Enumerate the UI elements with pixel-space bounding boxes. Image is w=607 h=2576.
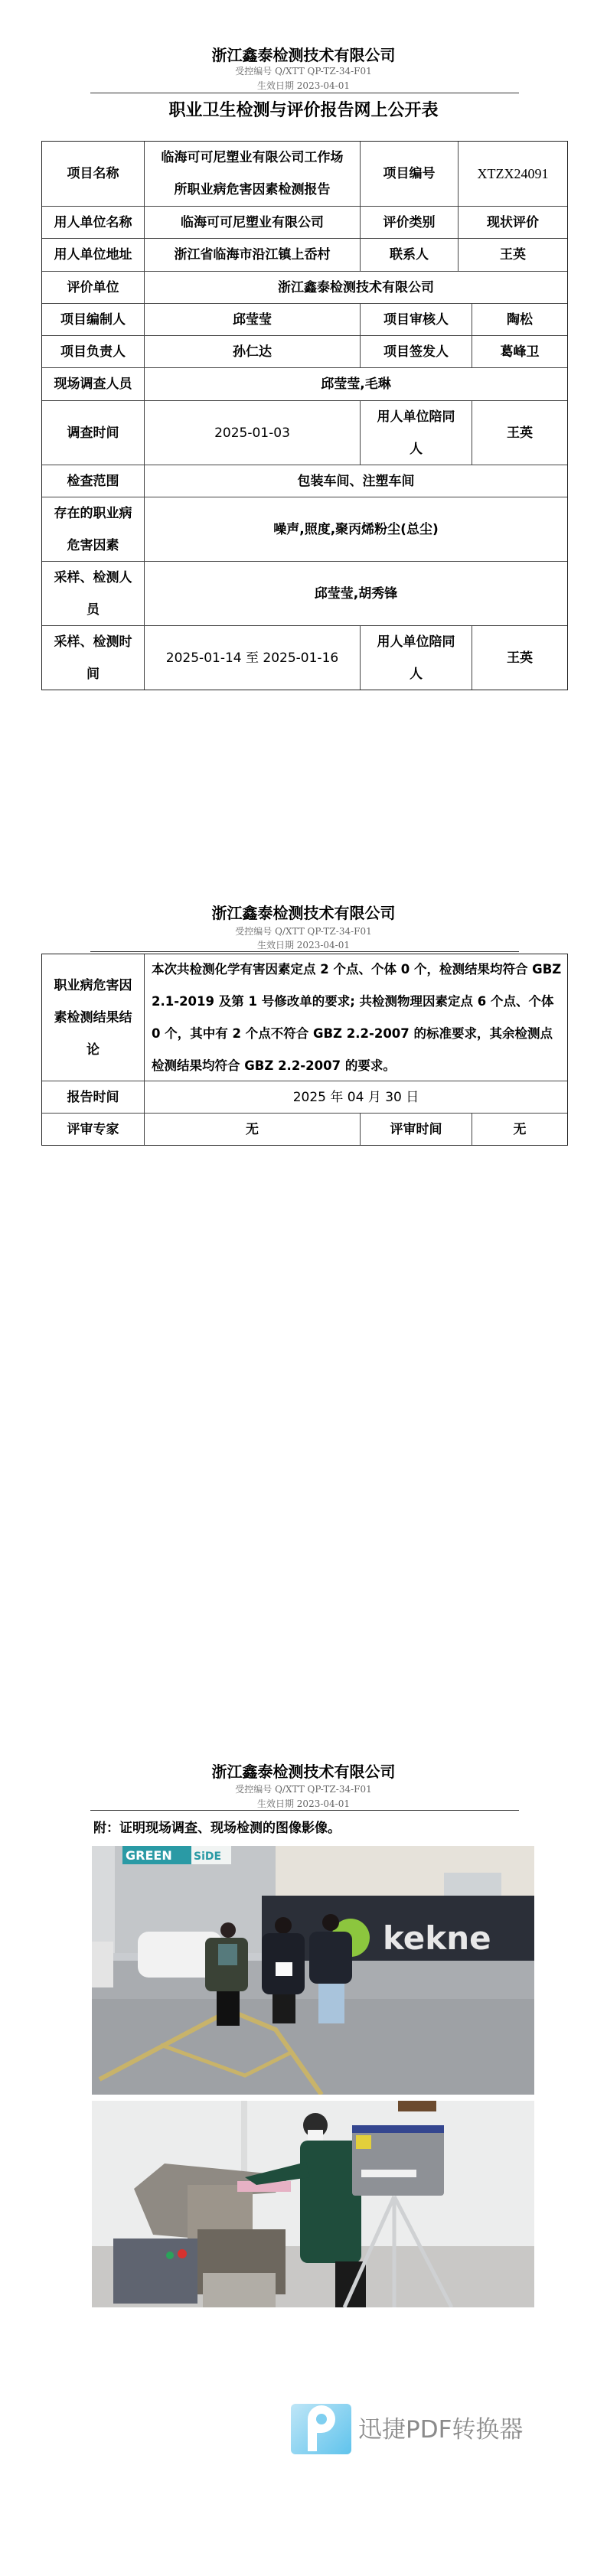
surveyors: 邱莹莹,毛琳 <box>144 368 567 400</box>
company-title: 浙江鑫泰检测技术有限公司 <box>211 904 396 922</box>
table-row <box>42 954 567 1081</box>
address: 浙江省临海市沿江镇上岙村 <box>144 239 360 271</box>
table-row <box>42 206 567 238</box>
attachment-heading: 附：证明现场调查、现场检测的图像影像。 <box>93 1821 341 1836</box>
samplers-label: 采样、检测人员 <box>54 569 132 618</box>
experts-label: 评审专家 <box>67 1121 119 1137</box>
report-time: 2025 年 04 月 30 日 <box>144 1081 567 1113</box>
table-row <box>42 1113 567 1145</box>
sign-text: GREEN <box>126 1848 172 1863</box>
table-row <box>42 271 567 303</box>
project-name-label: 项目名称 <box>67 166 119 181</box>
surveyors-label: 现场调查人员 <box>54 377 132 392</box>
table-row <box>42 400 567 465</box>
sampling-escort: 王英 <box>472 626 567 690</box>
experts: 无 <box>144 1114 360 1145</box>
table-row <box>42 238 567 271</box>
employer-label: 用人单位名称 <box>54 214 132 230</box>
pdf-converter-logo-icon <box>291 2404 351 2454</box>
table-row <box>42 367 567 400</box>
review-time: 无 <box>472 1114 567 1145</box>
contact: 王英 <box>458 239 567 271</box>
table-row <box>42 303 567 335</box>
site-detection-photo <box>92 2101 534 2307</box>
issuer-label: 项目签发人 <box>360 336 472 367</box>
scope: 包装车间、注塑车间 <box>144 465 567 497</box>
effective-date: 生效日期 2023-04-01 <box>256 80 350 91</box>
effective-date: 生效日期 2023-04-01 <box>256 940 350 951</box>
table-row <box>42 465 567 497</box>
review-time-label: 评审时间 <box>360 1114 472 1145</box>
company-title: 浙江鑫泰检测技术有限公司 <box>211 46 396 64</box>
address-label: 用人单位地址 <box>54 247 132 262</box>
table-row <box>42 561 567 625</box>
eval-type-label: 评价类别 <box>360 207 458 238</box>
table-row <box>42 335 567 367</box>
sign-text: SiDE <box>194 1850 222 1863</box>
table-row <box>42 497 567 561</box>
samplers: 邱莹莹,胡秀锋 <box>144 562 567 625</box>
table-row <box>42 1081 567 1113</box>
eval-unit-label: 评价单位 <box>67 279 119 295</box>
site-survey-photo <box>92 1846 534 2095</box>
control-number: 受控编号 Q/XTT QP-TZ-34-F01 <box>235 926 372 937</box>
scope-label: 检查范围 <box>67 473 119 489</box>
survey-escort-label: 用人单位陪同人 <box>360 401 472 465</box>
project-no: XTZX24091 <box>458 142 567 206</box>
issuer: 葛峰卫 <box>472 336 567 367</box>
sampling-time-label: 采样、检测时间 <box>54 634 132 682</box>
project-no-label: 项目编号 <box>360 142 458 206</box>
conclusion-table <box>41 954 568 1146</box>
compiler: 邱莹莹 <box>144 304 360 335</box>
leader: 孙仁达 <box>144 336 360 367</box>
company-title: 浙江鑫泰检测技术有限公司 <box>211 1762 396 1781</box>
table-row <box>42 625 567 690</box>
header-divider <box>90 1810 519 1811</box>
eval-unit: 浙江鑫泰检测技术有限公司 <box>144 272 567 303</box>
eval-type: 现状评价 <box>458 207 567 238</box>
sampling-escort-label: 用人单位陪同人 <box>360 626 472 690</box>
header-divider <box>90 951 519 952</box>
leader-label: 项目负责人 <box>60 344 126 360</box>
reviewer: 陶松 <box>472 304 567 335</box>
effective-date: 生效日期 2023-04-01 <box>256 1798 350 1809</box>
reviewer-label: 项目审核人 <box>360 304 472 335</box>
compiler-label: 项目编制人 <box>60 311 126 328</box>
sign-text: kekne <box>383 1919 491 1957</box>
watermark-text: 迅捷PDF转换器 <box>358 2416 524 2444</box>
report-time-label: 报告时间 <box>67 1089 119 1105</box>
control-number: 受控编号 Q/XTT QP-TZ-34-F01 <box>235 1784 372 1795</box>
conclusion-label: 职业病危害因素检测结果结论 <box>54 977 132 1058</box>
project-name: 临海可可尼塑业有限公司工作场所职业病危害因素检测报告 <box>144 142 360 206</box>
control-number: 受控编号 Q/XTT QP-TZ-34-F01 <box>235 66 372 77</box>
conclusion-text: 本次共检测化学有害因素定点 2 个点、个体 0 个，检测结果均符合 GBZ 2.1-2019 及第 1 号修改单的要求; 共检测物理因素定点 6 个点、个体 0 个，其中有 2 个点不符合 GBZ 2.2-2007 的标准要求，其余检测点检测结果均符合 GBZ 2.2-2007 的要求。 <box>144 954 567 1081</box>
table-row <box>42 142 567 206</box>
disclosure-table <box>41 141 568 690</box>
survey-time-label: 调查时间 <box>67 425 119 441</box>
hazards-label: 存在的职业病危害因素 <box>54 505 132 553</box>
page-title: 职业卫生检测与评价报告网上公开表 <box>168 101 439 120</box>
survey-time: 2025-01-03 <box>144 401 360 465</box>
contact-label: 联系人 <box>360 239 458 271</box>
sampling-time: 2025-01-14 至 2025-01-16 <box>144 626 360 690</box>
employer: 临海可可尼塑业有限公司 <box>144 207 360 238</box>
survey-escort: 王英 <box>472 401 567 465</box>
hazards: 噪声,照度,聚丙烯粉尘(总尘) <box>144 497 567 561</box>
